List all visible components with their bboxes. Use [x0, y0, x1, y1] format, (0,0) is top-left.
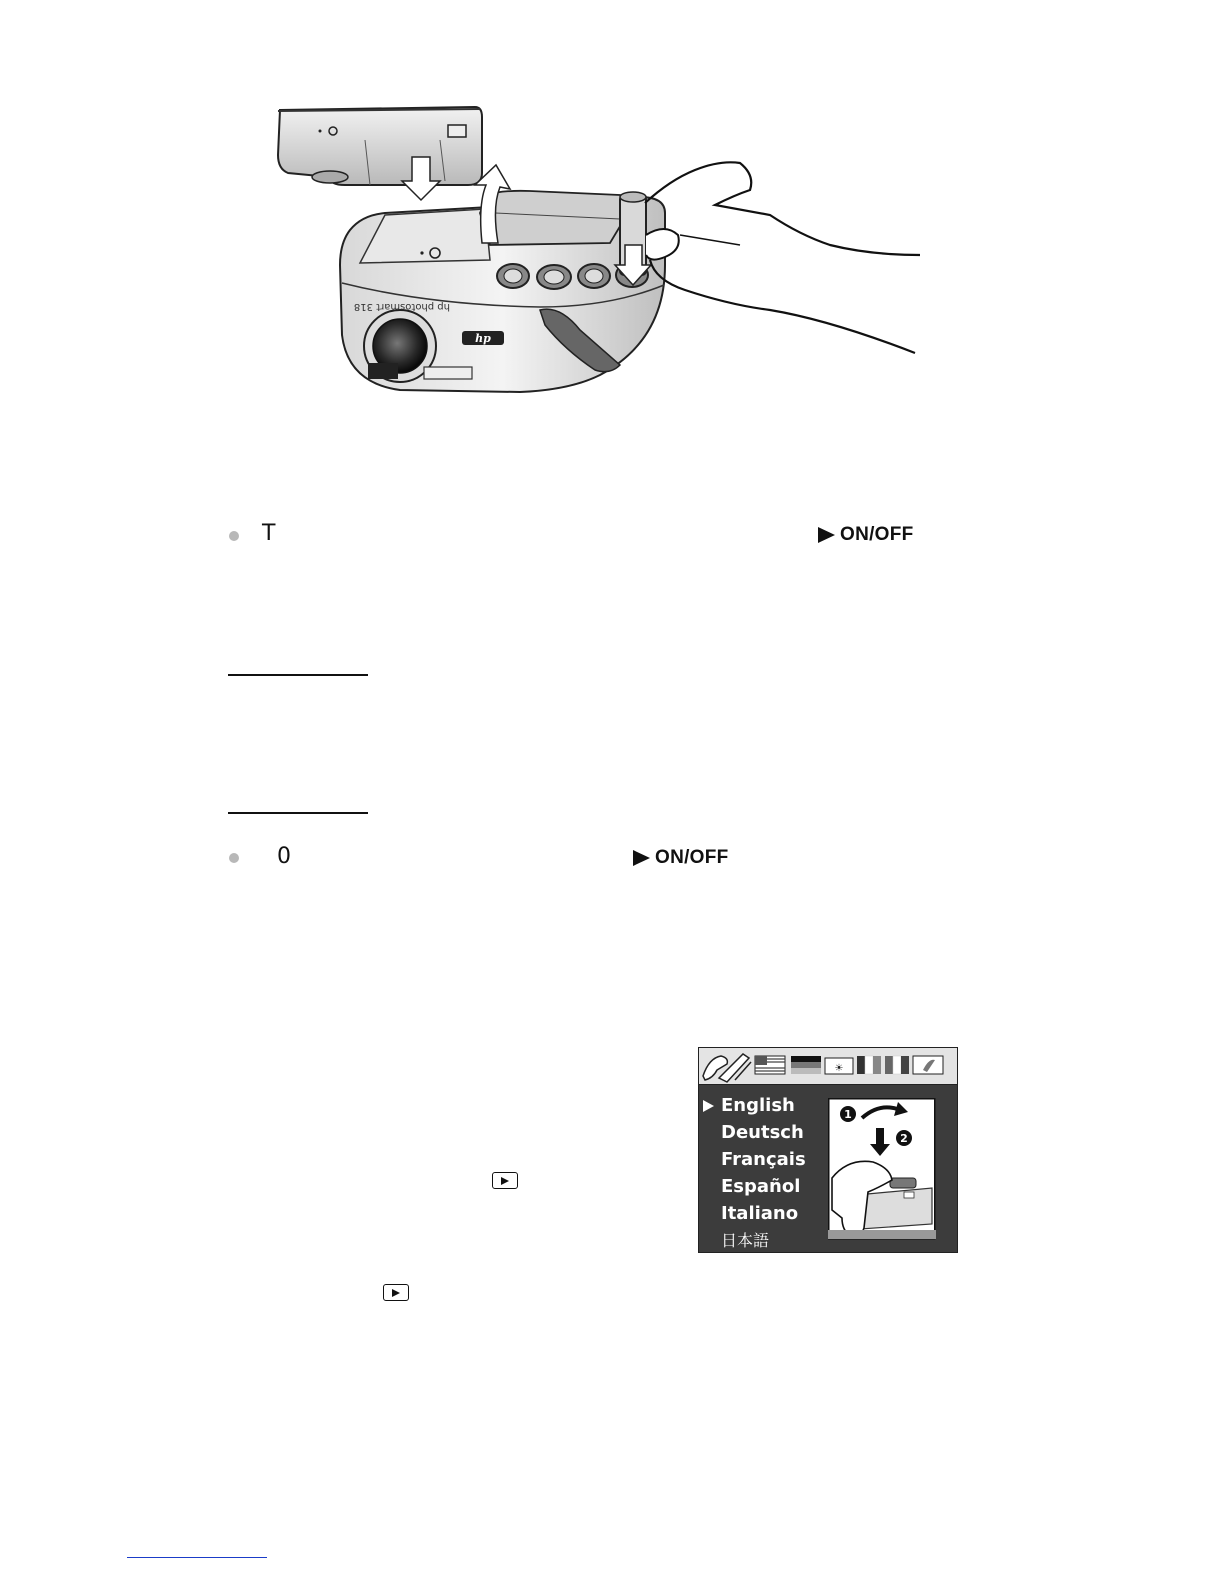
section-rule-2: [228, 812, 368, 814]
language-option-francais[interactable]: Français: [721, 1149, 806, 1170]
bullet-1-lead: T: [262, 521, 276, 546]
camera-battery-illustration: [270, 95, 930, 405]
hand-outline: [645, 162, 920, 255]
language-menu-screen: [698, 1047, 958, 1253]
tools-and-flags-icon: [699, 1048, 956, 1084]
on-off-button-label-1: [818, 524, 914, 546]
language-list: [699, 1092, 827, 1254]
svg-text:2: 2: [900, 1132, 908, 1145]
camera-label: hp photosmart 318: [353, 301, 450, 312]
footer-rule: [127, 1557, 267, 1558]
camera-body: [340, 191, 665, 392]
language-option-espanol[interactable]: Español: [721, 1176, 801, 1197]
play-triangle-icon: [818, 527, 835, 543]
on-off-button-label-2: [633, 847, 729, 869]
section-rule-1: [228, 674, 368, 676]
language-flag-bar: [699, 1048, 957, 1085]
bullet-2-lead: 0: [277, 844, 291, 869]
language-option-english[interactable]: English: [699, 1092, 827, 1119]
camera-dock: [278, 107, 482, 185]
playback-button-icon: [492, 1172, 518, 1189]
on-off-text-2: ON/OFF: [655, 847, 729, 868]
language-option-deutsch[interactable]: Deutsch: [721, 1122, 804, 1143]
language-option-japanese[interactable]: 日本語: [721, 1231, 770, 1250]
on-off-text-1: ON/OFF: [840, 524, 914, 545]
svg-text:hp: hp: [475, 332, 491, 345]
svg-text:1: 1: [844, 1108, 852, 1121]
scroll-instruction-inset: [828, 1098, 936, 1240]
bullet-dot-2: [229, 853, 239, 863]
language-option-italiano[interactable]: Italiano: [721, 1203, 799, 1224]
bullet-dot-1: [229, 531, 239, 541]
playback-button-icon: [383, 1284, 409, 1301]
svg-text:☀: ☀: [834, 1063, 844, 1074]
play-triangle-icon: [633, 850, 650, 866]
